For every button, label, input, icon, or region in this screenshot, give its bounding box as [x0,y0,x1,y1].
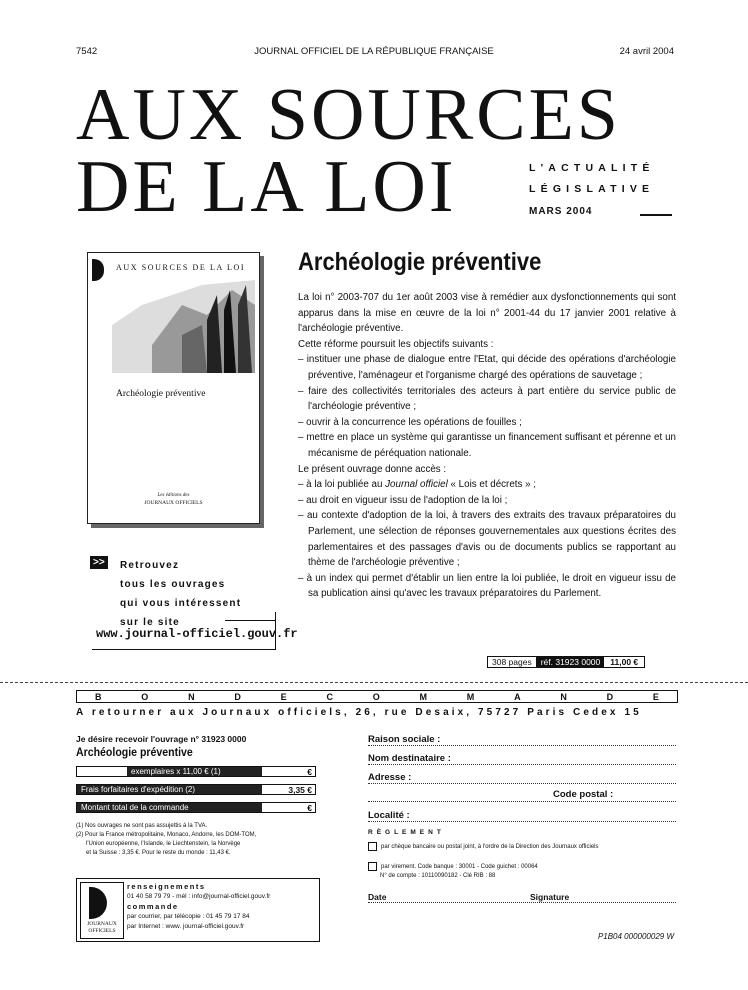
masthead-side2: LÉGISLATIVE [529,183,655,195]
total-label: Montant total de la commande [77,803,262,812]
adresse-line2-field[interactable] [368,791,676,802]
cover-image [112,275,255,373]
promo-text: Retrouvez tous les ouvrages qui vous intéressent sur le site [120,560,242,628]
cover-publisher-line2: JOURNAUX OFFICIELS [144,500,203,506]
shipping-row [76,784,316,795]
checkbox-icon[interactable] [368,842,377,851]
reference: réf. 31923 0000 [537,657,605,667]
shipping-label: Frais forfaitaires d'expédition (2) [77,785,262,794]
code-postal-label: Code postal : [553,789,614,800]
bank-account: N° de compte : 10110090182 - Clé RIB : 88 [380,873,496,879]
access-lead: Le présent ouvrage donne accès : [298,463,447,475]
order-request: Je désire recevoir l'ouvrage n° 31923 0000 [76,734,247,744]
objective-item: – mettre en place un système qui garantisse un financement suffisant et pérenne et un mécanisme de péréquation nationale. [298,432,676,459]
page-number: 7542 [76,46,98,57]
access-item: – à la loi publiée au Journal officiel « Lois et décrets » ; [298,479,537,491]
masthead-line2: DE LA LOI [76,146,457,228]
nom-destinataire-field[interactable]: Nom destinataire : [368,753,676,765]
masthead-side1: L'ACTUALITÉ [529,162,655,174]
book-cover[interactable] [87,252,260,524]
quantity-label: exemplaires x 11,00 € (1) [127,767,262,776]
promo-rule [225,620,275,621]
quantity-input[interactable] [77,767,127,776]
double-arrow-icon: >> [90,556,108,569]
access-item: – au droit en vigueur issu de l'adoption de la loi ; [298,494,508,506]
cut-line [0,682,748,683]
pay-virement-option[interactable]: par virement. Code banque : 30001 - Code guichet : 00064 [368,862,538,871]
article-title: Archéologie préventive [298,248,542,276]
info-box [76,878,320,942]
shipping-amount: 3,35 € [288,784,312,795]
cover-series: AUX SOURCES DE LA LOI [116,263,246,272]
raison-sociale-field[interactable]: Raison sociale : [368,734,676,746]
localite-field[interactable]: Localité : [368,810,676,822]
promo-url-link[interactable]: www.journal-officiel.gouv.fr [96,627,298,641]
journaux-officiels-logo: JOURNAUX OFFICIELS [80,882,124,939]
order-notes: (1) Nos ouvrages ne sont pas assujettis à la TVA. (2) Pour la France métropolitaine, Monaco, Andorre, les DOM-TOM, l'Union européenne, l'Islande, le Liechtenstein, la Norvège et la Suisse : 3,35 €. Pour le reste du monde : 11,43 €. [76,823,257,856]
objective-item: – faire des collectivités territoriales des acteurs à part entière du service public de l'archéologie préventive ; [298,385,676,413]
masthead-side3: MARS 2004 [529,206,593,217]
info-contacts: renseignements 01 40 58 79 79 - mél : info@journal-officiel.gouv.fr commande par courrier, par télécopie : 01 45 79 17 84 par Internet : www. journal-officiel.gouv.fr [127,882,271,930]
article-intro: La loi n° 2003-707 du 1er août 2003 vise à remédier aux dysfonctionnements qui sont apparus dans la mise en œuvre de la loi n° 2001-44 du 17 janvier 2001 relative à l'archéologie préventive. [298,292,676,335]
price: 11,00 € [610,657,639,667]
cover-publisher-line1: Les éditions des [157,493,190,498]
contact-email-link[interactable]: 01 40 58 79 79 - mél : info@journal-officiel.gouv.fr [127,893,271,900]
access-item: – à un index qui permet d'établir un lien entre la loi publiée, le droit en vigueur issu de sa publication ainsi qu'avec les travaux préparatoires du Parlement. [298,572,676,600]
total-amount: € [307,802,312,813]
order-book-title: Archéologie préventive [76,745,193,759]
journal-header: JOURNAL OFFICIEL DE LA RÉPUBLIQUE FRANÇAISE [254,46,494,57]
website-link[interactable]: par Internet : www. journal-officiel.gouv.fr [127,923,245,930]
signature-label: Signature [530,892,570,902]
date-label: Date [368,892,387,902]
masthead-line1: AUX SOURCES [76,74,621,156]
reglement-heading: RÈGLEMENT [368,829,445,836]
header-date: 24 avril 2004 [619,46,674,57]
article-body [298,290,676,602]
total-row[interactable] [76,802,316,813]
order-form-banner: B O N D E C O M M A N D E [76,690,678,703]
jo-logo-icon [89,887,107,919]
footer-code: P1B04 000000029 W [597,932,674,941]
cover-title: Archéologie préventive [116,389,206,399]
jo-logo-icon [92,259,104,281]
objectives-lead: Cette réforme poursuit les objectifs suivants : [298,338,494,350]
return-address: A retourner aux Journaux officiels, 26, rue Desaix, 75727 Paris Cedex 15 [76,707,642,718]
access-item: – au contexte d'adoption de la loi, à travers des extraits des travaux préparatoires du Parlement, une sélection de réponses gouvernementales aux questions écrites des parlementaires et des passages d'avis ou de documents publics se rapportant au thème de l'archéologie préventive ; [298,510,676,569]
pay-cheque-option[interactable]: par chèque bancaire ou postal joint, à l'ordre de la Direction des Journaux officiels [368,842,599,851]
masthead-rule [640,214,672,216]
quantity-row[interactable] [76,766,316,777]
date-signature-row[interactable] [368,892,676,903]
quantity-amount: € [307,767,312,777]
pages-count: 308 pages [488,657,537,667]
price-bar [487,656,645,668]
objective-item: – instituer une phase de dialogue entre l'Etat, qui décide des opérations d'archéologie préventive, l'aménageur et l'organisme chargé des opérations de sauvetage ; [298,354,676,381]
checkbox-icon[interactable] [368,862,377,871]
objective-item: – ouvrir à la concurrence les opérations de fouilles ; [298,416,522,428]
adresse-field[interactable]: Adresse : [368,772,676,784]
